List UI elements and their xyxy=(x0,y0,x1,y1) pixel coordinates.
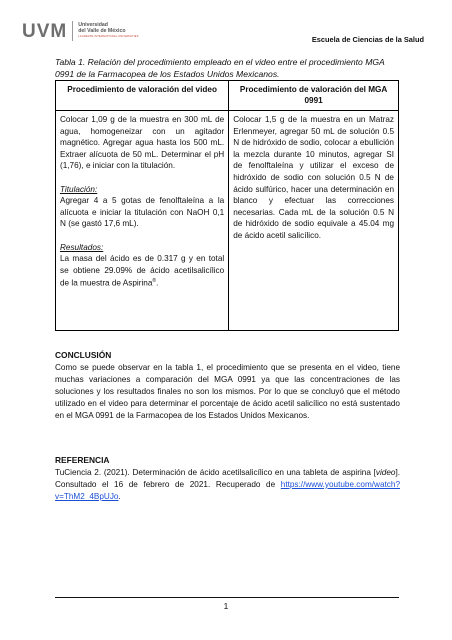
logo-wordmark: UVM xyxy=(22,20,68,42)
school-name: Escuela de Ciencias de la Salud xyxy=(311,35,424,44)
titulacion-text: Agregar 4 a 5 gotas de fenolftaleína a la alícuota e iniciar la titulación con NaOH 0,1 N (se gastó 17,6 mL). xyxy=(60,196,225,229)
mga-text: Colocar 1,5 g de la muestra en un Matraz Erlenmeyer, agregar 50 mL de solución 0.5 N de hidróxido de sodio, colocar a ebullición la mezcla durante 10 minutos, agregar SI de fenolftaleína y utilizar el exceso de hidróxido de sodio con solución 0.5 N de ácido sulfúrico, hacer una determinación en blanco y efectuar las correcciones necesarias. Cada mL de la solución 0.5 N de hidróxido de sodio equivale a 45.04 mg de ácido acetil salicílico. xyxy=(233,115,394,240)
logo-university-name xyxy=(78,23,138,39)
uvm-logo xyxy=(22,20,139,42)
reference-url-link[interactable]: https://www.youtube.com/watch?v=ThM2_4BpUJo xyxy=(55,480,400,501)
page-number: 1 xyxy=(223,601,229,611)
table-row xyxy=(56,111,399,331)
logo-line-1: Universidad xyxy=(78,22,108,28)
table-header-row xyxy=(56,81,399,111)
titulacion-label: Titulación: xyxy=(60,184,98,194)
resultados-block xyxy=(60,253,224,290)
col2-header: Procedimiento de valoración del MGA 0991 xyxy=(229,81,399,111)
conclusion-title: CONCLUSIÓN xyxy=(55,350,112,360)
video-procedure-cell xyxy=(56,111,229,331)
video-intro: Colocar 1,09 g de la muestra en 300 mL de agua, homogeneizar con un agitador magnético. Agregar agua hasta los 500 mL. Extraer alícuota de 50 mL. Determinar el pH (1,76), e iniciar con la titulación. xyxy=(60,115,225,171)
reference-title: REFERENCIA xyxy=(55,455,110,465)
resultados-label: Resultados: xyxy=(60,242,104,252)
comparison-table xyxy=(55,80,399,331)
reference-text xyxy=(55,467,400,503)
table-caption: Tabla 1. Relación del procedimiento empleado en el video entre el procedimiento MGA 0991 de la Farmacopea de los Estados Unidos Mexicanos. xyxy=(55,57,385,79)
mga-procedure-cell xyxy=(229,111,399,331)
reference-part-1: TuCiencia 2. (2021). Determinación de ácido acetilsalicílico en una tableta de aspirina [ xyxy=(55,468,376,477)
reference-video-word: video xyxy=(375,468,396,477)
conclusion-text: Como se puede observar en la tabla 1, el procedimiento que se presenta en el video, tiene muchas variaciones a comparación del MGA 0991 ya que las concentraciones de las soluciones y los resultados finales no son los mismos. Por lo que se concluyó que el método utilizado en el video para determinar el porcentaje de ácido acetil salicílico no está sustentado en el MGA 0991 de la Farmacopea de los Estados Unidos Mexicanos. xyxy=(55,363,400,420)
resultados-period: . xyxy=(156,279,159,289)
footer-rule xyxy=(55,597,399,598)
resultados-heading xyxy=(60,242,224,254)
registered-mark: ® xyxy=(152,278,157,285)
reference-part-2: ]. Consultado el 16 de febrero de 2021. Recuperado de xyxy=(55,468,400,489)
titulacion-heading xyxy=(60,184,224,196)
col1-header: Procedimiento de valoración del video xyxy=(56,81,229,111)
logo-tagline: LAUREATE INTERNATIONAL UNIVERSITIES xyxy=(78,35,139,39)
logo-line-2: del Valle de México xyxy=(78,28,126,35)
resultados-text: La masa del ácido es de 0.317 g y en total se obtiene 29.09% de ácido acetilsalicílico de la muestra de Aspirina xyxy=(60,254,225,289)
logo-divider xyxy=(72,21,73,41)
reference-period: . xyxy=(118,492,121,501)
